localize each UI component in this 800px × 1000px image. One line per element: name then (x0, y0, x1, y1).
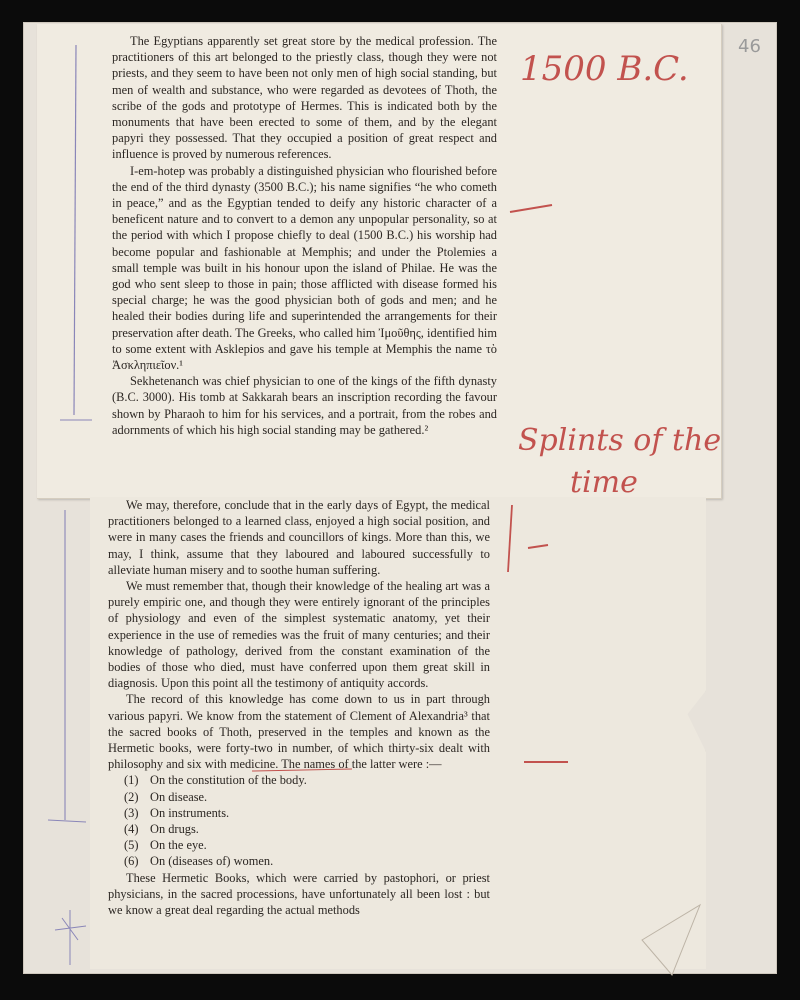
red-margin-line (508, 505, 512, 572)
list-item: (1) On the constitution of the body. (124, 773, 307, 788)
list-item: (2) On disease. (124, 789, 208, 804)
list-item: (4) On drugs. (124, 822, 199, 837)
red-dash-mark (528, 545, 548, 548)
blue-margin-mark (55, 910, 86, 965)
paragraph: Sekhetenanch was chief physician to one of the kings of the fifth dynasty (B.C. 3000). His tomb at Sakkarah bears an inscription recording the favour shown by Pharaoh to him for his services, and a portrait, from the robes and adornments of which his high social standing may be gathered.² (112, 374, 497, 437)
list-item: (3) On instruments. (124, 805, 230, 820)
red-underline (252, 769, 352, 771)
handwritten-splints-note-2: time (570, 465, 638, 500)
red-dash-mark (510, 205, 552, 212)
handwritten-date-note: 1500 B.C. (520, 49, 689, 89)
paragraph: The record of this knowledge has come down to us in part through various papyri. We know from the statement of Clement of Alexandria³ that the sacred books of Thoth, preserved in the temples and known as the Hermetic books, were forty-two in number, of which thirty-six dealt with philosophy and six with medicine. The names of the latter were :— (108, 692, 490, 772)
blue-margin-line (74, 45, 76, 415)
list-item: (6) On (diseases of) women. (124, 854, 274, 869)
torn-corner (642, 905, 700, 975)
list-item: (5) On the eye. (124, 838, 207, 853)
handwritten-splints-note: Splints of the (518, 423, 722, 458)
page-number: 46 (738, 36, 761, 57)
paragraph: The Egyptians apparently set great store by the medical profession. The practitioners of this art belonged to the priestly class, though they were not priests, and they seem to have been not only men of high social standing, but men of wealth and substance, who were regarded as devotees of Thoth, the scribe of the gods and prototype of Hermes. This is indicated both by the monuments that have been erected to some of them, and by the elegant papyri they possessed. That they occupied a position of great respect and influence is proved by numerous references. (112, 34, 497, 162)
blue-margin-tick (48, 820, 86, 822)
paragraph: These Hermetic Books, which were carried by pastophori, or priest physicians, in the sacred processions, have unfortunately all been lost : but we know a great deal regarding the actual methods (108, 870, 490, 918)
paragraph: We may, therefore, conclude that in the early days of Egypt, the medical practitioners belonged to a learned class, enjoyed a high social position, and were in many cases the friends and councillors of kings. More than this, we may, I think, assume that they laboured and laboured successfully to alleviate human misery and to soothe human suffering. (108, 498, 490, 577)
paragraph: I-em-hotep was probably a distinguished physician who flourished before the end of the third dynasty (3500 B.C.); his name signifies “he who cometh in peace,” and as the Egyptian tended to deify any historic character of a beneficent nature and to convert to a demon any unpopular personality, so at the period with which I propose chiefly to deal (1500 B.C.) his worship had become popular and fashionable at Memphis; and under the Ptolemies a small temple was built in his honour upon the island of Philae. He was the god who sent sleep to those in pain; those afflicted with disease formed his special charge; he was the good physician both of gods and men; and he healed their bodies during life and superintended the arrangements for their preservation after death. The Greeks, who called him Ἰμοῦθης, identified him to some extent with Asklepios and gave his temple at Memphis the name τὸ Ἀσκληπιεῖον.¹ (112, 163, 497, 373)
paragraph: We must remember that, though their knowledge of the healing art was a purely empiric one, and though they were entirely ignorant of the principles of physiology and even of the simplest systematic anatomy, yet their experience in the use of remedies was the fruit of many centuries; and their knowledge of pathology, derived from the constant examination of the bodies of those who died, must have conferred upon them great skill in diagnosis. Upon this point all the testimony of antiquity accords. (108, 579, 490, 691)
